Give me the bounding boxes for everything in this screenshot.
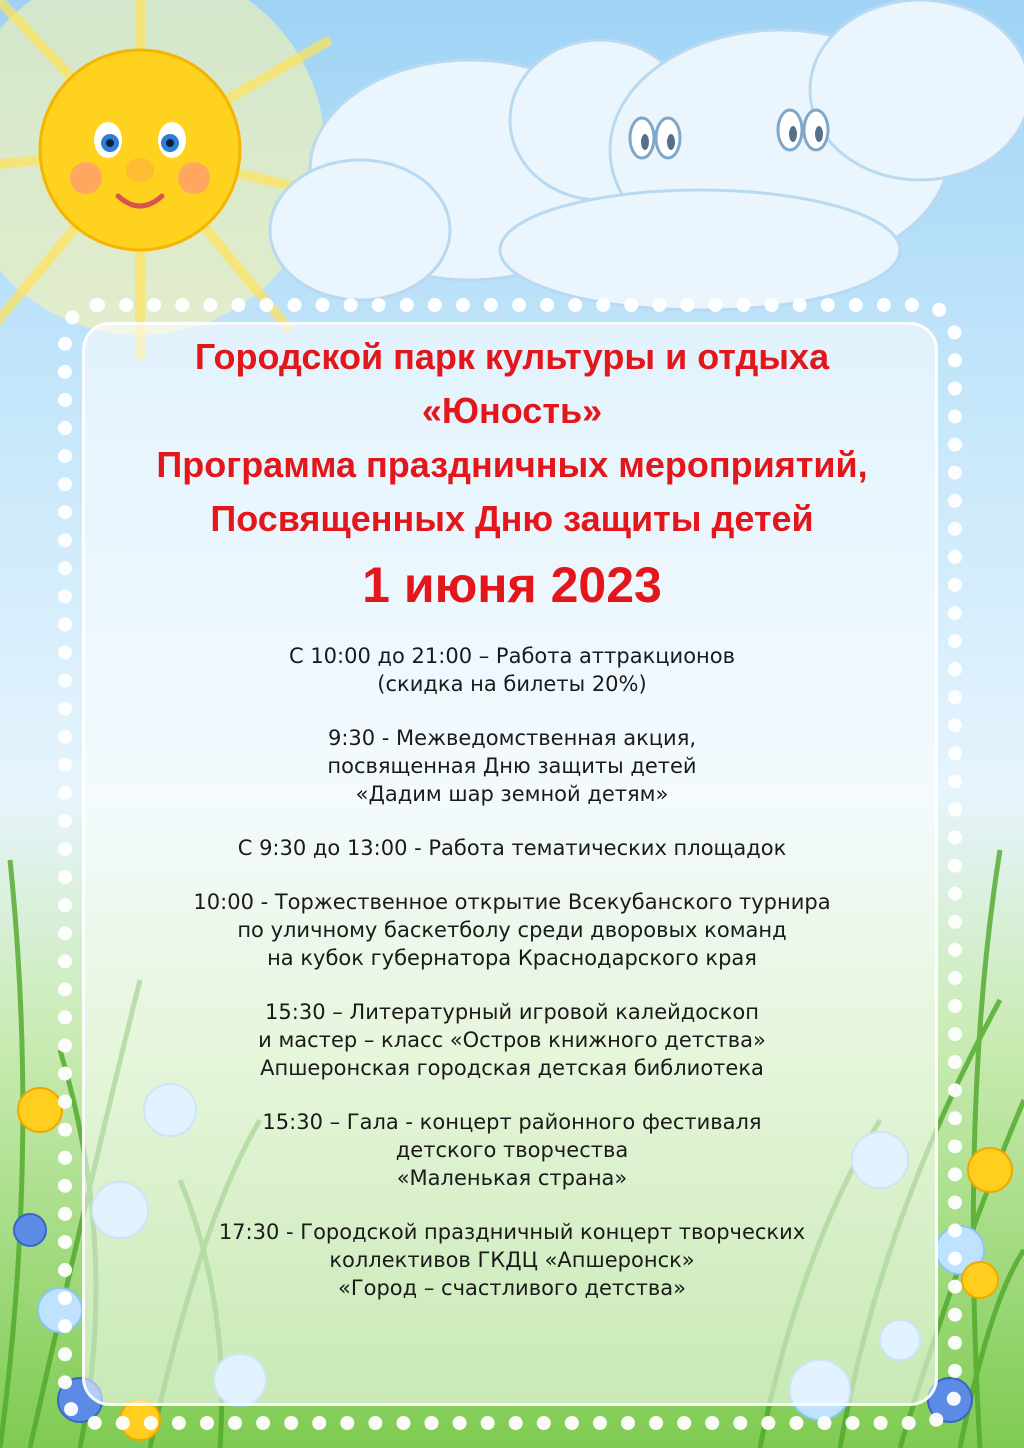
schedule-line: 17:30 - Городской праздничный концерт творческих [218,1220,806,1244]
heading-park-name: «Юность» [421,390,603,431]
schedule-line: посвященная Дню защиты детей [327,754,697,778]
schedule-line: по уличному баскетболу среди дворовых команд [237,918,787,942]
schedule-item [100,1108,924,1192]
schedule-item [100,1218,924,1302]
schedule-item [100,834,924,862]
schedule-item [100,724,924,808]
schedule-line: «Дадим шар земной детям» [355,782,669,806]
schedule-item [100,998,924,1082]
heading-park: Городской парк культуры и отдыха [194,336,830,377]
schedule-line: 15:30 – Литературный игровой калейдоскоп [265,1000,759,1024]
schedule-item [100,642,924,698]
schedule-line: С 10:00 до 21:00 – Работа аттракционов [288,644,735,668]
schedule-line: «Маленькая страна» [396,1166,628,1190]
schedule-line: детского творчества [395,1138,629,1162]
schedule-list [100,642,924,1302]
schedule-line: коллективов ГКДЦ «Апшеронск» [329,1248,695,1272]
schedule-item [100,888,924,972]
schedule-line: на кубок губернатора Краснодарского края [267,946,757,970]
schedule-line: (скидка на билеты 20%) [377,672,647,696]
schedule-line: Апшеронская городская детская библиотека [260,1056,764,1080]
schedule-line: «Город – счастливого детства» [337,1276,687,1300]
schedule-line: 10:00 - Торжественное открытие Всекубанского турнира [193,890,831,914]
schedule-line: С 9:30 до 13:00 - Работа тематических площадок [237,836,787,860]
event-date: 1 июня 2023 [362,557,662,613]
schedule-line: 15:30 – Гала - концерт районного фестиваля [262,1110,762,1134]
heading-program: Программа праздничных мероприятий, [156,444,868,485]
schedule-line: и мастер – класс «Остров книжного детства» [258,1028,766,1052]
poster-content [100,330,924,1328]
schedule-line: 9:30 - Межведомственная акция, [327,726,697,750]
heading-occasion: Посвященных Дню защиты детей [210,498,814,539]
